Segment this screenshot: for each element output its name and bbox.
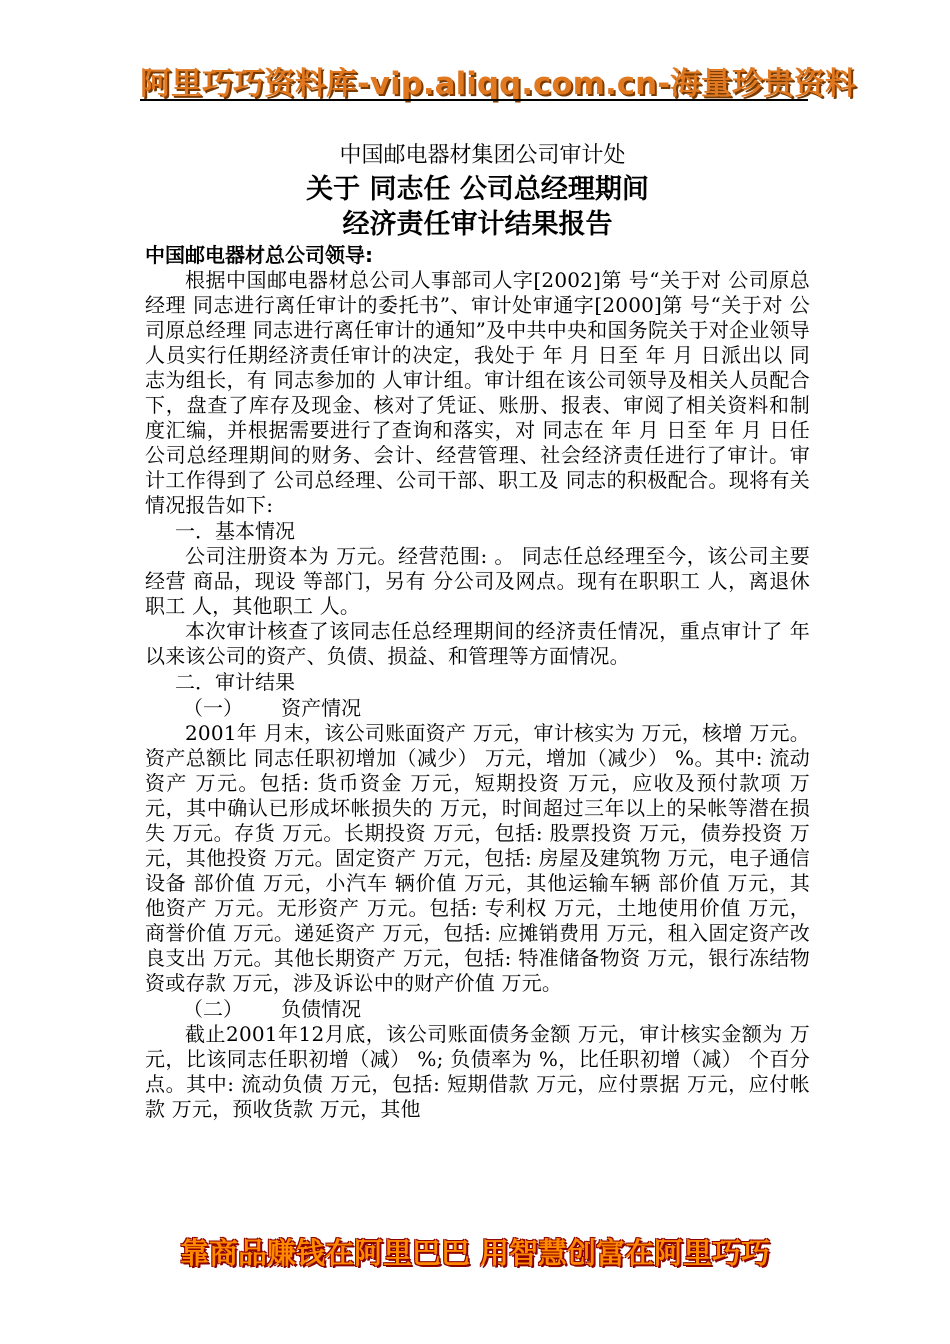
report-title-line-1: 关于 同志任 公司总经理期间 [306, 174, 649, 205]
report-title-line-2: 经济责任审计结果报告 [342, 209, 613, 240]
banner-divider [140, 99, 808, 101]
section-heading-basic-info: 一．基本情况 [175, 519, 295, 543]
subsection-heading-liabilities: （二） 负债情况 [183, 997, 362, 1021]
issuing-organization: 中国邮电器材集团公司审计处 [339, 143, 626, 168]
assets-paragraph: 2001年 月末，该公司账面资产 万元，审计核实为 万元，核增 万元。资产总额比 同志任职初增加（减少） 万元，增加（减少） %。其中: 流动资产 万元。包括: 货币资金 万元，短期投资 万元，应收及预付款项 万元，其中确认已形成坏帐损失的 万元，时间超过三年以上的呆帐等潜在损失 万元。存货 万元。长期投资 万元，包括: 股票投资 万元，债券投资 万元，其他投资 万元。固定资产 万元，包括: 房屋及建筑物 万元，电子通信设备 部价值 万元，小汽车 辆价值 万元，其他运输车辆 部价值 万元，其他资产 万元。无形资产 万元。包括: 专利权 万元，土地使用价值 万元，商誉价值 万元。递延资产 万元，包括: 应摊销费用 万元，租入固定资产改良支出 万元。其他长期资产 万元，包括: 特准储备物资 万元，银行冻结物资或存款 万元，涉及诉讼中的财产价值 万元。 [145, 721, 810, 995]
basic-info-paragraph-2: 本次审计核查了该同志任总经理期间的经济责任情况，重点审计了 年以来该公司的资产、负债、损益、和管理等方面情况。 [145, 619, 810, 668]
report-document [145, 140, 810, 1122]
top-banner: 阿里巧巧资料库-vip.aliqq.com.cn-海量珍贵资料 [140, 66, 857, 102]
basic-info-paragraph-1: 公司注册资本为 万元。经营范围: 。 同志任总经理至今，该公司主要经营 商品，现设 等部门，另有 分公司及网点。现有在职职工 人，离退休职工 人，其他职工 人。 [145, 544, 810, 618]
salutation: 中国邮电器材总公司领导: [145, 243, 373, 267]
section-heading-audit-results: 二．审计结果 [175, 670, 295, 694]
bottom-banner: 靠商品赚钱在阿里巴巴 用智慧创富在阿里巧巧 [179, 1236, 771, 1270]
subsection-heading-assets: （一） 资产情况 [183, 696, 362, 720]
liabilities-paragraph: 截止2001年12月底，该公司账面债务金额 万元，审计核实金额为 万元，比该同志任职初增（减） %; 负债率为 %，比任职初增（减） 个百分点。其中: 流动负债 万元，包括: 短期借款 万元，应付票据 万元，应付帐款 万元，预收货款 万元，其他 [145, 1022, 810, 1121]
intro-paragraph: 根据中国邮电器材总公司人事部司人字[2002]第 号“关于对 公司原总经理 同志进行离任审计的委托书”、审计处审通字[2000]第 号“关于对 公司原总经理 同志进行离任审计的通知”及中共中央和国务院关于对企业领导人员实行任期经济责任审计的决定，我处于 年 月 日至 年 月 日派出以 同志为组长，有 同志参加的 人审计组。审计组在该公司领导及相关人员配合下，盘查了库存及现金、核对了凭证、账册、报表、审阅了相关资料和制度汇编，并根据需要进行了查询和落实，对 同志在 年 月 日至 年 月 日任 公司总经理期间的财务、会计、经营管理、社会经济责任进行了审计。审计工作得到了 公司总经理、公司干部、职工及 同志的积极配合。现将有关情况报告如下: [145, 268, 810, 517]
